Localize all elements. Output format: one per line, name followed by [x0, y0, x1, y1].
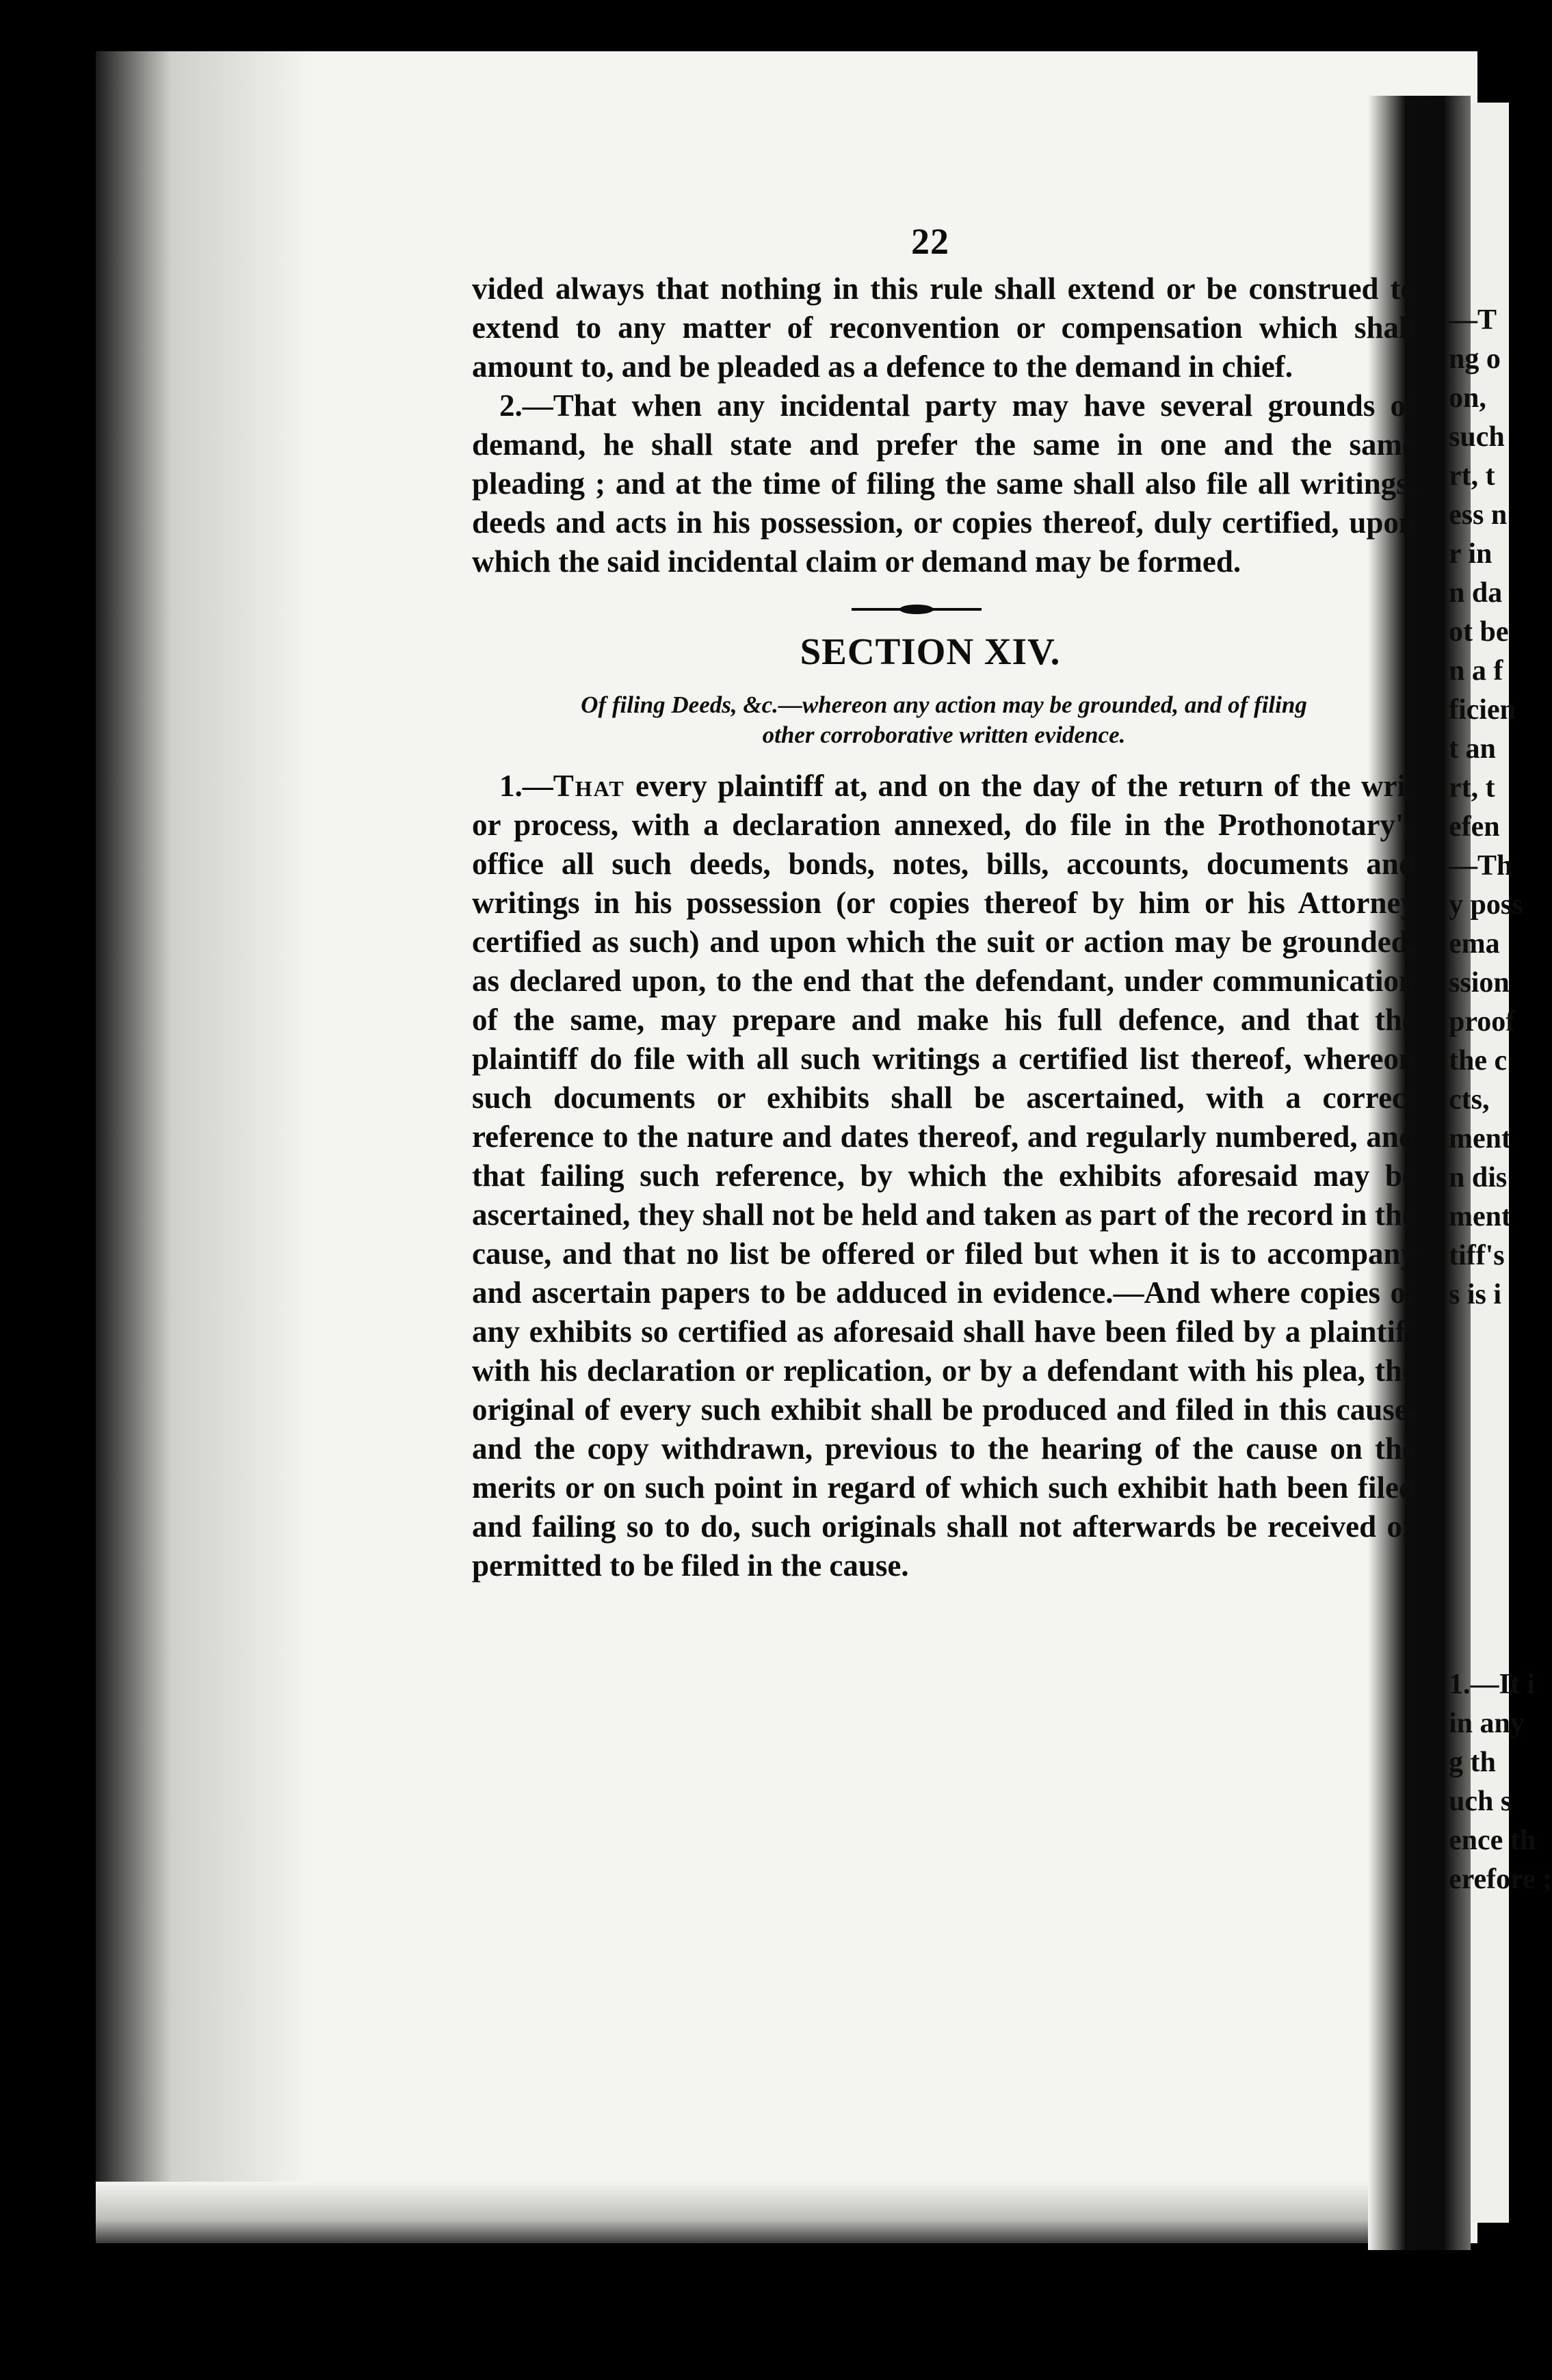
facing-fragment-lower: ence th [1449, 1825, 1536, 1856]
facing-fragment: such [1449, 421, 1505, 453]
facing-fragment: t an [1449, 733, 1496, 765]
facing-gap [1449, 1314, 1510, 1665]
facing-fragment: ficien [1449, 694, 1516, 726]
facing-fragment: tiff's [1449, 1240, 1505, 1271]
paragraph-2: 2.—That when any incidental party may have several grounds of demand, he shall state and prefer the same in one and the same pleading ; and at the time of filing the same shall also file all writings, deeds and acts in his possession, or copies thereof, duly certified, upon which the said incidental claim or demand may be formed. [472, 388, 1416, 579]
facing-fragment: —Th [1449, 850, 1513, 882]
facing-fragment: ot be [1449, 616, 1509, 648]
facing-fragment: efen [1449, 811, 1500, 843]
facing-fragment: ment [1449, 1201, 1511, 1232]
page-number: 22 [911, 221, 949, 262]
section-subtitle-line-1: Of filing Deeds, &c.—whereon any action may be grounded, and of filing [581, 691, 1307, 718]
paragraph-number: 1.— [499, 769, 553, 803]
facing-fragment: y poss [1449, 889, 1523, 921]
facing-fragment: rt, t [1449, 460, 1495, 492]
facing-fragment-lower: 1.—It i [1449, 1669, 1535, 1700]
facing-fragment: the c [1449, 1045, 1508, 1076]
facing-fragment: cts, [1449, 1084, 1490, 1115]
facing-fragment: ema [1449, 928, 1500, 960]
facing-page-text-fragments [1449, 301, 1552, 1899]
section-subtitle [472, 690, 1416, 750]
facing-fragment-lower: uch s [1449, 1786, 1512, 1817]
facing-fragment: r in [1449, 538, 1492, 570]
facing-fragment: —T [1449, 304, 1497, 336]
facing-fragment-lower: g th [1449, 1747, 1496, 1778]
facing-fragment: on, [1449, 382, 1486, 414]
facing-fragment: rt, t [1449, 772, 1495, 804]
page-bottom-shadow [96, 2182, 1471, 2243]
paragraph-body: every plaintiff at, and on the day of the return of the writ or process, with a declaration annexed, do file in the Prothonotary's office all such deeds, bonds, notes, bills, accounts, documents and writings in his possession (or copies thereof by him or his Attorney certified as such) and upon which the suit or action may be grounded, as declared upon, to the end that the defendant, under communication of the same, may prepare and make his full defence, and that the plaintiff do file with all such writings a certified list thereof, whereon such documents or exhibits shall be ascertained, with a correct reference to the nature and dates thereof, and regularly numbered, and that failing such reference, by which the exhibits aforesaid may be ascertained, they shall not be held and taken as part of the record in the cause, and that no list be offered or filed but when it is to accompany and ascertain papers to be adduced in evidence.—And where copies of any exhibits so certified as aforesaid shall have been filed by a plaintiff with his declaration or replication, or by a defendant with his plea, the original of every such exhibit shall be produced and filed in this cause, and the copy withdrawn, previous to the hearing of the cause on the merits or on such point in regard of which such exhibit hath been filed and failing so to do, such originals shall not afterwards be received or permitted to be filed in the cause. [472, 769, 1416, 1583]
facing-fragment: n da [1449, 577, 1503, 609]
facing-fragment: proof [1449, 1006, 1516, 1037]
facing-fragment: ssion [1449, 967, 1510, 999]
lead-word: That [553, 769, 625, 803]
continuation-paragraph: vided always that nothing in this rule shall extend or be construed to extend to any matter of reconvention or compensation which shall amount to, and be pleaded as a defence to the demand in chief. [472, 272, 1416, 384]
section-heading: SECTION XIV. [800, 631, 1061, 672]
facing-fragment-lower: erefore ; [1449, 1864, 1552, 1895]
facing-fragment: s is i [1449, 1279, 1502, 1310]
facing-fragment-lower: in any [1449, 1708, 1525, 1739]
facing-fragment: ng o [1449, 343, 1501, 375]
facing-fragment: ment [1449, 1123, 1511, 1154]
facing-fragment: n a f [1449, 655, 1503, 687]
section-paragraph-1 [472, 767, 1416, 1585]
facing-fragment: n dis [1449, 1162, 1508, 1193]
section-ornament [852, 605, 982, 614]
facing-fragment: ess n [1449, 499, 1508, 531]
page-left-shadow [96, 51, 315, 2243]
section-subtitle-line-2: other corroborative written evidence. [762, 722, 1126, 748]
page-text [472, 222, 1416, 1585]
